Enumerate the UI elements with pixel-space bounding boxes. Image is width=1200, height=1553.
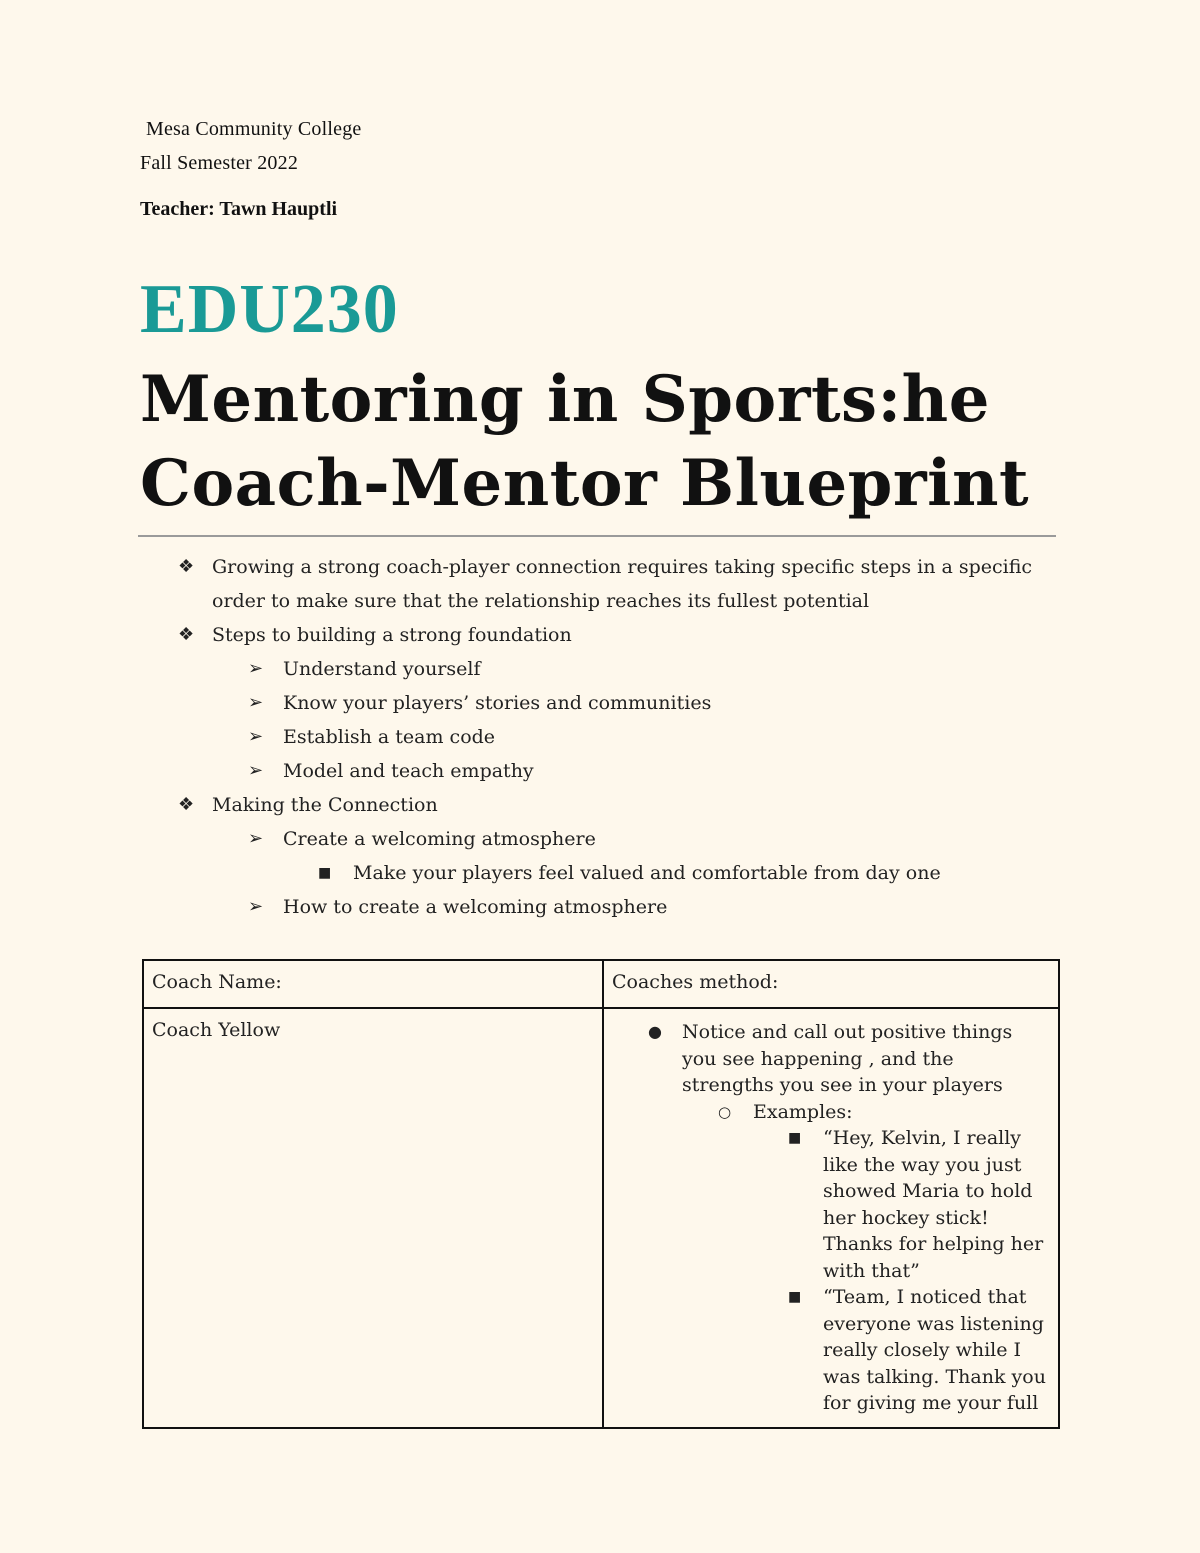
header-coach-method: Coaches method: — [603, 960, 1059, 1008]
outline-item — [176, 754, 1056, 788]
outline-item-text: Model and teach empathy — [283, 760, 534, 782]
square-bullet-icon: ■ — [788, 1289, 802, 1305]
outline-item-text: Growing a strong coach-player connection requires taking specific steps in a specific order to make sure that the relationship reaches its fullest potential — [212, 556, 1033, 612]
outline-item — [176, 788, 1056, 822]
circle-bullet-icon: ○ — [718, 1102, 732, 1121]
arrow-bullet-icon: ➢ — [248, 726, 264, 747]
arrow-bullet-icon: ➢ — [248, 692, 264, 713]
outline-list — [176, 550, 1056, 924]
title-line-1: Mentoring in Sports:he — [140, 362, 990, 437]
document-header — [140, 112, 362, 221]
outline-item-text: Establish a team code — [283, 726, 496, 748]
outline-item — [176, 686, 1056, 720]
document-title — [140, 358, 1040, 526]
outline-item — [176, 618, 1056, 652]
outline-item-text: How to create a welcoming atmosphere — [283, 896, 668, 918]
method-item-text: “Team, I noticed that everyone was listening really closely while I was talking. Thank you for giving me your full — [823, 1286, 1046, 1414]
method-list — [612, 1019, 1050, 1417]
coach-method-cell — [603, 1008, 1059, 1428]
method-item — [612, 1019, 1050, 1099]
method-item-text: Notice and call out positive things you see happening , and the strengths you see in your players — [682, 1021, 1013, 1096]
school-name: Mesa Community College — [146, 118, 362, 140]
semester: Fall Semester 2022 — [140, 152, 299, 174]
outline-item-text: Create a welcoming atmosphere — [283, 828, 596, 850]
arrow-bullet-icon: ➢ — [248, 760, 264, 781]
outline-item — [176, 822, 1056, 856]
arrow-bullet-icon: ➢ — [248, 828, 264, 849]
course-code: EDU230 — [140, 271, 399, 348]
outline-item-text: Understand yourself — [283, 658, 481, 680]
method-item-text: “Hey, Kelvin, I really like the way you just showed Maria to hold her hockey stick! Thanks for helping her with that” — [823, 1127, 1044, 1282]
diamond-bullet-icon: ❖ — [178, 794, 195, 815]
square-bullet-icon: ■ — [788, 1130, 802, 1146]
arrow-bullet-icon: ➢ — [248, 896, 264, 917]
outline-item-text: Make your players feel valued and comfortable from day one — [353, 862, 941, 884]
teacher-name: Teacher: Tawn Hauptli — [140, 198, 338, 220]
table-row — [143, 1008, 1059, 1428]
arrow-bullet-icon: ➢ — [248, 658, 264, 679]
diamond-bullet-icon: ❖ — [178, 556, 195, 577]
outline-item — [176, 720, 1056, 754]
method-item — [612, 1099, 1050, 1126]
coach-name-cell: Coach Yellow — [143, 1008, 603, 1428]
outline-item — [176, 890, 1056, 924]
method-item — [612, 1284, 1050, 1417]
diamond-bullet-icon: ❖ — [178, 624, 195, 645]
method-item-text: Examples: — [753, 1100, 853, 1123]
coach-table — [142, 959, 1060, 1429]
outline-item — [176, 550, 1056, 618]
title-line-2: Coach-Mentor Blueprint — [140, 446, 1030, 521]
outline-item-text: Know your players’ stories and communities — [283, 692, 712, 714]
bullet-bullet-icon: ● — [648, 1022, 662, 1041]
outline-item — [176, 856, 1056, 890]
method-item — [612, 1125, 1050, 1284]
outline-item-text: Making the Connection — [212, 794, 438, 816]
outline-item-text: Steps to building a strong foundation — [212, 624, 572, 646]
square-bullet-icon: ■ — [318, 865, 332, 881]
outline-item — [176, 652, 1056, 686]
title-divider — [138, 535, 1056, 537]
table-header-row — [143, 960, 1059, 1008]
header-coach-name: Coach Name: — [143, 960, 603, 1008]
